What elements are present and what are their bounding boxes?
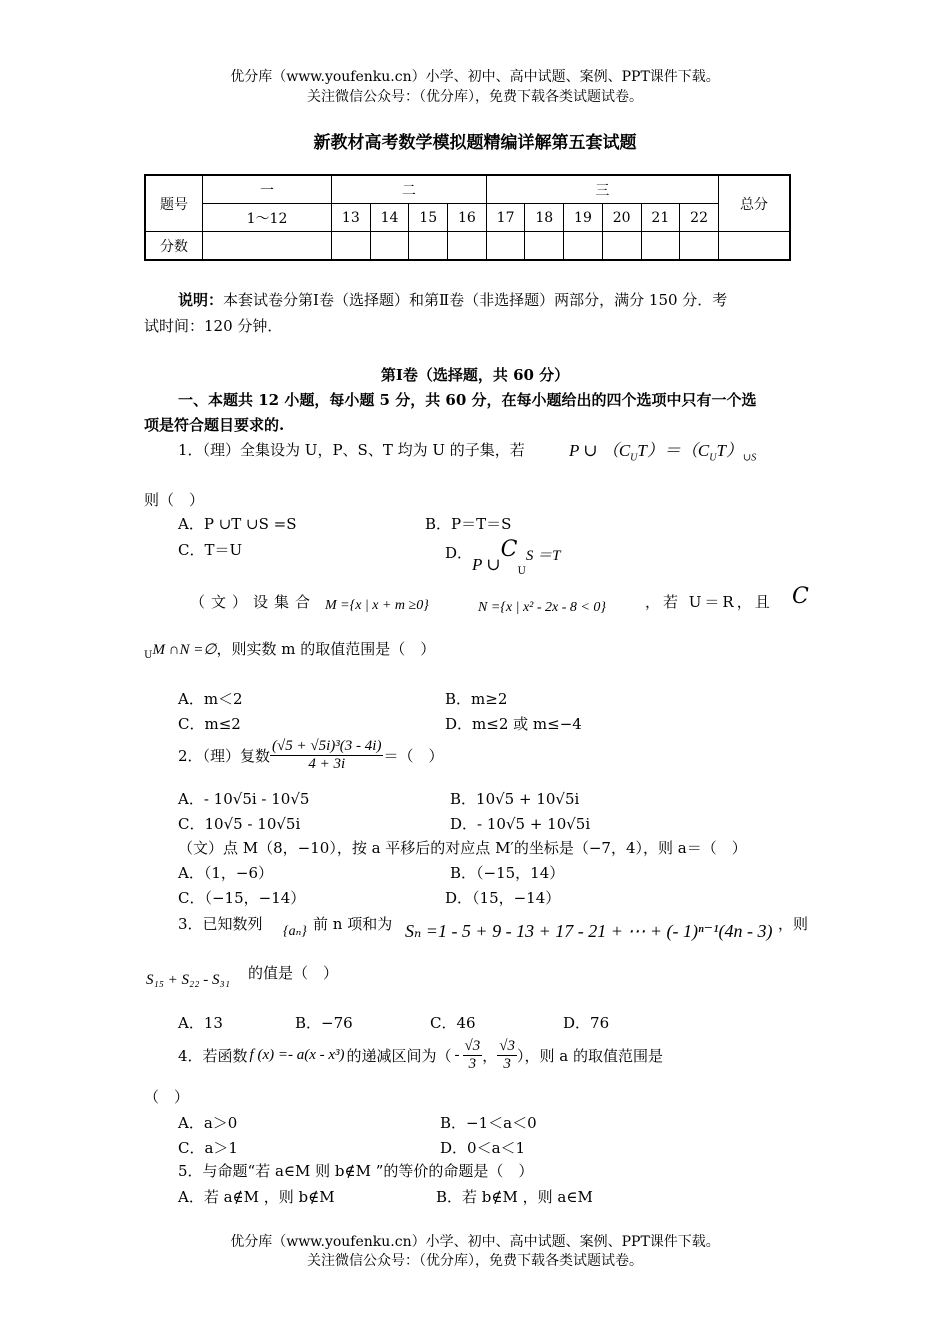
q4-option-a: A．a＞0 (178, 1114, 238, 1132)
score-cell (448, 232, 487, 261)
q1-option-c: C．T＝U (178, 541, 243, 559)
part1-heading: 第Ⅰ卷（选择题，共 60 分） (380, 366, 570, 384)
q-num: 13 (332, 204, 371, 232)
score-cell (564, 232, 603, 261)
q-num: 19 (564, 204, 603, 232)
q4-option-b: B．−1＜a＜0 (440, 1114, 537, 1132)
score-cell (332, 232, 371, 261)
q3-option-b: B．−76 (295, 1014, 353, 1032)
q4-frac-den: 3 (503, 1056, 511, 1072)
q1-wen-option-c: C．m≤2 (178, 715, 241, 733)
q1-formula-part: P ∪ （C (569, 441, 631, 460)
q1-stem: 1．（理）全集设为 U，P、S、T 均为 U 的子集，若 (178, 441, 525, 459)
q4-frac-num: √3 (464, 1038, 481, 1054)
score-cell (602, 232, 641, 261)
q2-wen-option-c: C．（−15，−14） (178, 889, 306, 907)
q-num: 17 (486, 204, 525, 232)
score-cell (409, 232, 448, 261)
q3-expr-tail: 的值是（ ） (248, 964, 339, 982)
q1-formula-tail: ∪S (742, 452, 757, 464)
q3-mid: 前 n 项和为 (313, 915, 393, 933)
q2-wen-option-a: A．（1，−6） (178, 864, 273, 882)
q1-wen-c: C (792, 584, 809, 609)
header-line-2: 关注微信公众号：（优分库），免费下载各类试题试卷。 (307, 89, 643, 105)
q4-fx: f (x) =- a(x - x³) (249, 1047, 345, 1063)
q1-formula-part: T）＝（C (637, 441, 710, 460)
q3-option-c: C．46 (430, 1014, 476, 1032)
q3-option-a: A．13 (178, 1014, 223, 1032)
q4-line (178, 1038, 663, 1073)
q-num: 22 (680, 204, 719, 232)
q3-post: ，则 (778, 915, 809, 933)
q1-formula-part: T） (716, 441, 743, 460)
q1-wen-sub: U (144, 650, 153, 661)
q1-formula (569, 436, 756, 463)
score-table (144, 174, 791, 261)
q1-d-tail: S ＝T (525, 548, 561, 564)
q2-option-c: C．10√5 - 10√5i (178, 815, 301, 833)
q1-d-sub: U (517, 566, 526, 577)
q3-an: {aₙ} (283, 924, 307, 939)
q-num: 21 (641, 204, 680, 232)
q2-wen-option-b: B．（−15，14） (450, 864, 565, 882)
score-cell (680, 232, 719, 261)
q1-wen-option-d: D．m≤2 或 m≤−4 (445, 715, 582, 733)
footer-line-1: 优分库（www.youfenku.cn）小学、初中、高中试题、案例、PPT课件下载。 (230, 1234, 720, 1250)
q-num: 18 (525, 204, 564, 232)
q1-d-p: P ∪ (472, 555, 501, 574)
q1-wen-option-b: B．m≥2 (445, 690, 508, 708)
q3-expr: S₁₅ + S₂₂ - S₃₁ (146, 972, 230, 988)
q2-pre: 2．（理）复数 (178, 747, 271, 765)
q1-wen-mid: ，若 U＝R，且 (645, 593, 773, 611)
q3-pre: 3．已知数列 (178, 915, 263, 933)
q2-fraction (270, 738, 383, 773)
group-2: 二 (332, 175, 487, 204)
q4-option-c: C．a＞1 (178, 1139, 238, 1157)
q1-option-d (445, 537, 561, 577)
note-label: 说明： (178, 291, 224, 309)
q2-option-b: B．10√5 + 10√5i (450, 790, 580, 808)
header-line-1: 优分库（www.youfenku.cn）小学、初中、高中试题、案例、PPT课件下载。 (230, 69, 720, 85)
q2-option-d: D．- 10√5 + 10√5i (450, 815, 591, 833)
q1-wen-cond: M ∩N =∅ (152, 642, 217, 658)
score-cell (486, 232, 525, 261)
q-num: 20 (602, 204, 641, 232)
page-title: 新教材高考数学模拟题精编详解第五套试题 (313, 133, 637, 153)
q4-option-d: D．0＜a＜1 (440, 1139, 526, 1157)
row-label-number: 题号 (145, 175, 203, 232)
q2-wen-option-d: D．（15，−14） (445, 889, 561, 907)
q2-numerator: (√5 + √5i)³(3 - 4i) (272, 738, 382, 754)
q4-sign: - (454, 1047, 460, 1063)
q4-frac-low (463, 1038, 483, 1073)
q1-formula-sub: U (630, 452, 638, 464)
footer-line-2: 关注微信公众号：（优分库），免费下载各类试题试卷。 (307, 1253, 643, 1269)
q1-wen-line-2 (144, 638, 435, 661)
q1-wen-m: M ={x | x + m ≥0} (325, 598, 429, 613)
q2-wen: （文）点 M（8，−10），按 a 平移后的对应点 M′的坐标是（−7，4），则 a＝（ ） (178, 839, 747, 857)
note-line-2: 试时间：120 分钟． (144, 317, 283, 335)
score-cell (370, 232, 409, 261)
q4-frac-num: √3 (499, 1038, 516, 1054)
q1-d-label: D． (445, 544, 473, 562)
q5-option-a: A．若 a∉M ，则 b∉M (178, 1188, 335, 1206)
note-text-1: 本套试卷分第Ⅰ卷（选择题）和第Ⅱ卷（非选择题）两部分，满分 150 分．考 (223, 291, 728, 309)
q4-frac-den: 3 (468, 1056, 477, 1072)
q5-option-b: B．若 b∉M ，则 a∈M (436, 1188, 593, 1206)
q2-line (178, 738, 443, 773)
q2-post: ＝（ ） (383, 747, 444, 765)
range-1-12: 1～12 (203, 204, 332, 232)
group-3: 三 (486, 175, 718, 204)
q2-option-a: A．- 10√5i - 10√5 (178, 790, 310, 808)
q1-wen-option-a: A．m＜2 (178, 690, 243, 708)
score-cell (641, 232, 680, 261)
score-cell (203, 232, 332, 261)
q4-post: ），则 a 的取值范围是 (517, 1047, 664, 1065)
part1-instr-1: 一、本题共 12 小题，每小题 5 分，共 60 分，在每小题给出的四个选项中只有一个选 (178, 391, 757, 409)
q4-frac-high (497, 1038, 517, 1073)
q1-option-b: B．P＝T＝S (425, 515, 512, 533)
q1-wen-tail: ，则实数 m 的取值范围是（ ） (216, 640, 436, 658)
q4-paren: （ ） (144, 1088, 190, 1106)
q3-sn: Sₙ =1 - 5 + 9 - 13 + 17 - 21 + ⋯ + (- 1)ⁿ⁻¹(4n - 3) (405, 921, 773, 941)
q-num: 16 (448, 204, 487, 232)
total-label: 总分 (719, 175, 791, 232)
q5-stem: 5．与命题“若 a∈M 则 b∉M ”的等价的命题是（ ） (178, 1162, 534, 1180)
q1-d-c: C (500, 537, 518, 562)
q4-pre: 4．若函数 (178, 1047, 248, 1065)
q1-option-a: A．P ∪T ∪S =S (178, 515, 297, 533)
q3-option-d: D．76 (563, 1014, 610, 1032)
q-num: 14 (370, 204, 409, 232)
q2-denominator: 4 + 3i (308, 756, 346, 772)
note-line-1 (178, 289, 727, 310)
group-1: 一 (203, 175, 332, 204)
q1-wen-n: N ={x | x² - 2x - 8 < 0} (478, 600, 606, 615)
part1-instr-2: 项是符合题目要求的. (144, 416, 285, 434)
q1-formula-sub: U (709, 452, 717, 464)
q4-comma: ， (482, 1047, 498, 1065)
q1-then: 则（ ） (144, 491, 205, 509)
q1-wen-pre: （文）设集合 (190, 593, 317, 611)
q-num: 15 (409, 204, 448, 232)
row-label-score: 分数 (145, 232, 203, 261)
q4-mid: 的递减区间为（ (346, 1047, 452, 1065)
score-cell (525, 232, 564, 261)
score-cell (719, 232, 791, 261)
